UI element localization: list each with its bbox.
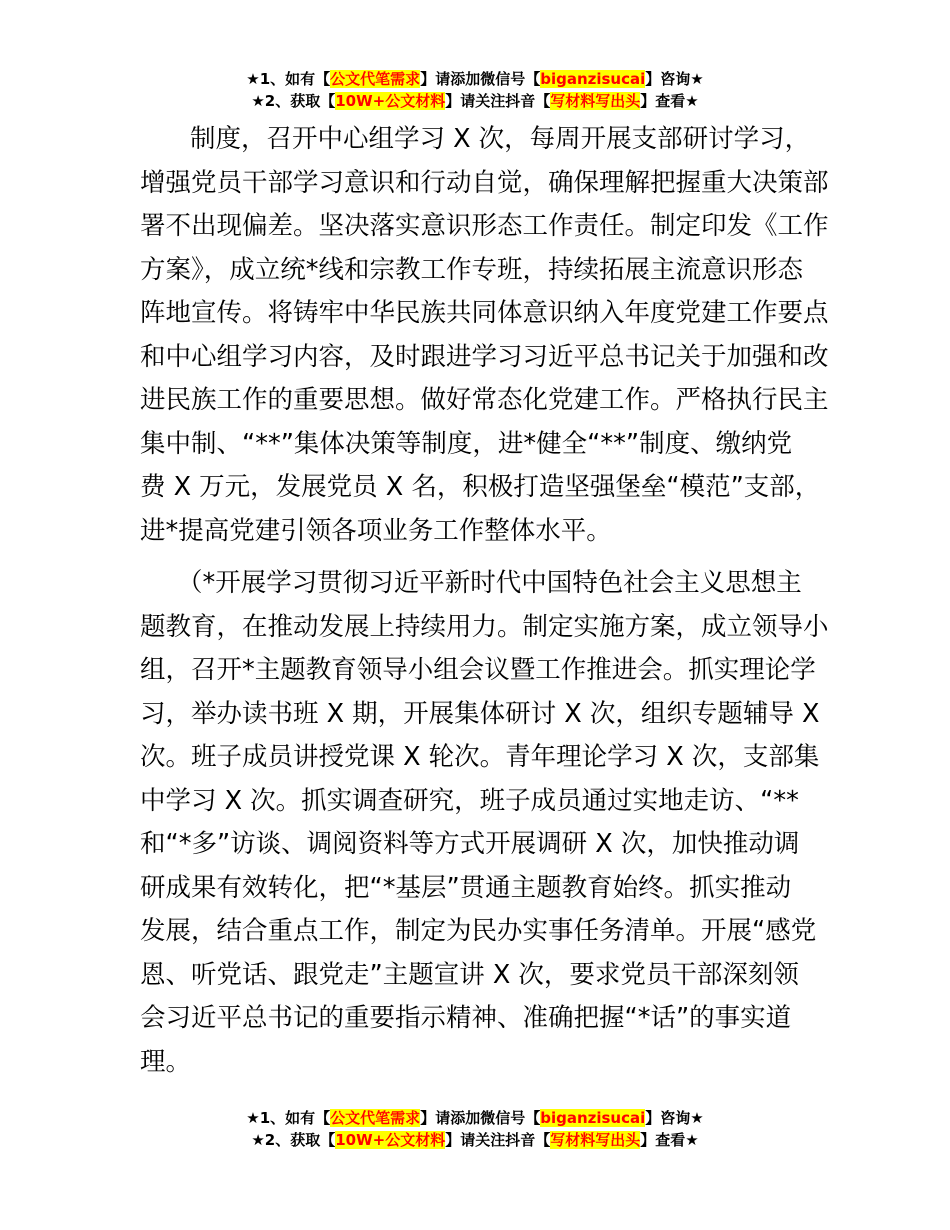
document-paragraph-2 [140,562,830,1084]
paragraph-2-line: 发展，结合重点工作，制定为民办实事任务清单。开展“感党 [140,916,817,946]
document-paragraph-1 [140,118,830,553]
header-banner [0,68,950,112]
footer-line-2-middle: 】请关注抖音【 [445,1131,551,1149]
paragraph-2-line: 恩、听党话、跟党走”主题宣讲 X 次，要求党员干部深刻领 [140,959,799,990]
footer-highlight-wechat-id: biganzisucai [540,1109,646,1127]
paragraph-1-line: 费 X 万元，发展党员 X 名，积极打造坚强堡垒“模范”支部， [140,472,821,502]
banner-line-1-suffix: 】咨询★ [645,70,704,88]
footer-highlight-ghostwriting: 公文代笔需求 [330,1109,421,1127]
banner-highlight-ghostwriting: 公文代笔需求 [330,70,421,88]
banner-highlight-douyin: 写材料写出头 [550,92,641,110]
paragraph-2-line: 习，举办读书班 X 期，开展集体研讨 X 次，组织专题辅导 X [140,698,820,729]
footer-banner-line-1 [0,1107,950,1129]
paragraph-1-line: 署不出现偏差。坚决落实意识形态工作责任。制定印发《工作 [140,211,829,241]
footer-line-2-prefix: ★2、获取【 [251,1131,336,1149]
paragraph-1-line: 阵地宣传。将铸牢中华民族共同体意识纳入年度党建工作要点 [140,298,829,328]
paragraph-1-line: 方案》，成立统*线和宗教工作专班，持续拓展主流意识形态 [140,254,804,285]
banner-line-2-prefix: ★2、获取【 [251,92,336,110]
footer-line-1-suffix: 】咨询★ [645,1109,704,1127]
footer-banner [0,1107,950,1151]
paragraph-2-line: 研成果有效转化，把“*基层”贯通主题教育始终。抓实推动 [140,872,792,903]
banner-line-1-middle: 】请添加微信号【 [420,70,541,88]
banner-highlight-materials: 10W+公文材料 [335,92,446,110]
footer-highlight-douyin: 写材料写出头 [550,1131,641,1149]
paragraph-2-line: 题教育，在推动发展上持续用力。制定实施方案，成立领导小 [140,611,829,642]
footer-line-2-suffix: 】查看★ [640,1131,699,1149]
paragraph-2-line: 中学习 X 次。抓实调查研究，班子成员通过实地走访、“** [140,785,799,816]
paragraph-2-line: （*开展学习贯彻习近平新时代中国特色社会主义思想主 [177,568,802,598]
banner-line-2-middle: 】请关注抖音【 [445,92,551,110]
paragraph-2-line: 理。 [140,1046,192,1077]
banner-line-1-prefix: ★1、如有【 [246,70,331,88]
paragraph-1-line: 增强党员干部学习意识和行动自觉，确保理解把握重大决策部 [140,167,829,198]
footer-banner-line-2 [0,1129,950,1151]
paragraph-2-line: 组，召开*主题教育领导小组会议暨工作推进会。抓实理论学 [140,655,816,685]
paragraph-2-line: 和“*多”访谈、调阅资料等方式开展调研 X 次，加快推动调 [140,829,800,859]
paragraph-1-line: 和中心组学习内容，及时跟进学习习近平总书记关于加强和改 [140,341,829,372]
banner-line-2 [0,90,950,112]
footer-highlight-materials: 10W+公文材料 [335,1131,446,1149]
banner-line-2-suffix: 】查看★ [640,92,699,110]
paragraph-1-line: 制度，召开中心组学习 X 次，每周开展支部研讨学习， [190,124,811,154]
paragraph-1-line: 集中制、“**”集体决策等制度，进*健全“**”制度、缴纳党 [140,428,793,459]
paragraph-2-line: 次。班子成员讲授党课 X 轮次。青年理论学习 X 次，支部集 [140,742,820,772]
banner-highlight-wechat-id: biganzisucai [540,70,646,88]
paragraph-1-line: 进民族工作的重要思想。做好常态化党建工作。严格执行民主 [140,385,829,415]
paragraph-1-line: 进*提高党建引领各项业务工作整体水平。 [140,515,612,546]
footer-line-1-middle: 】请添加微信号【 [420,1109,541,1127]
footer-line-1-prefix: ★1、如有【 [246,1109,331,1127]
paragraph-2-line: 会习近平总书记的重要指示精神、准确把握“*话”的事实道 [140,1003,792,1033]
banner-line-1 [0,68,950,90]
